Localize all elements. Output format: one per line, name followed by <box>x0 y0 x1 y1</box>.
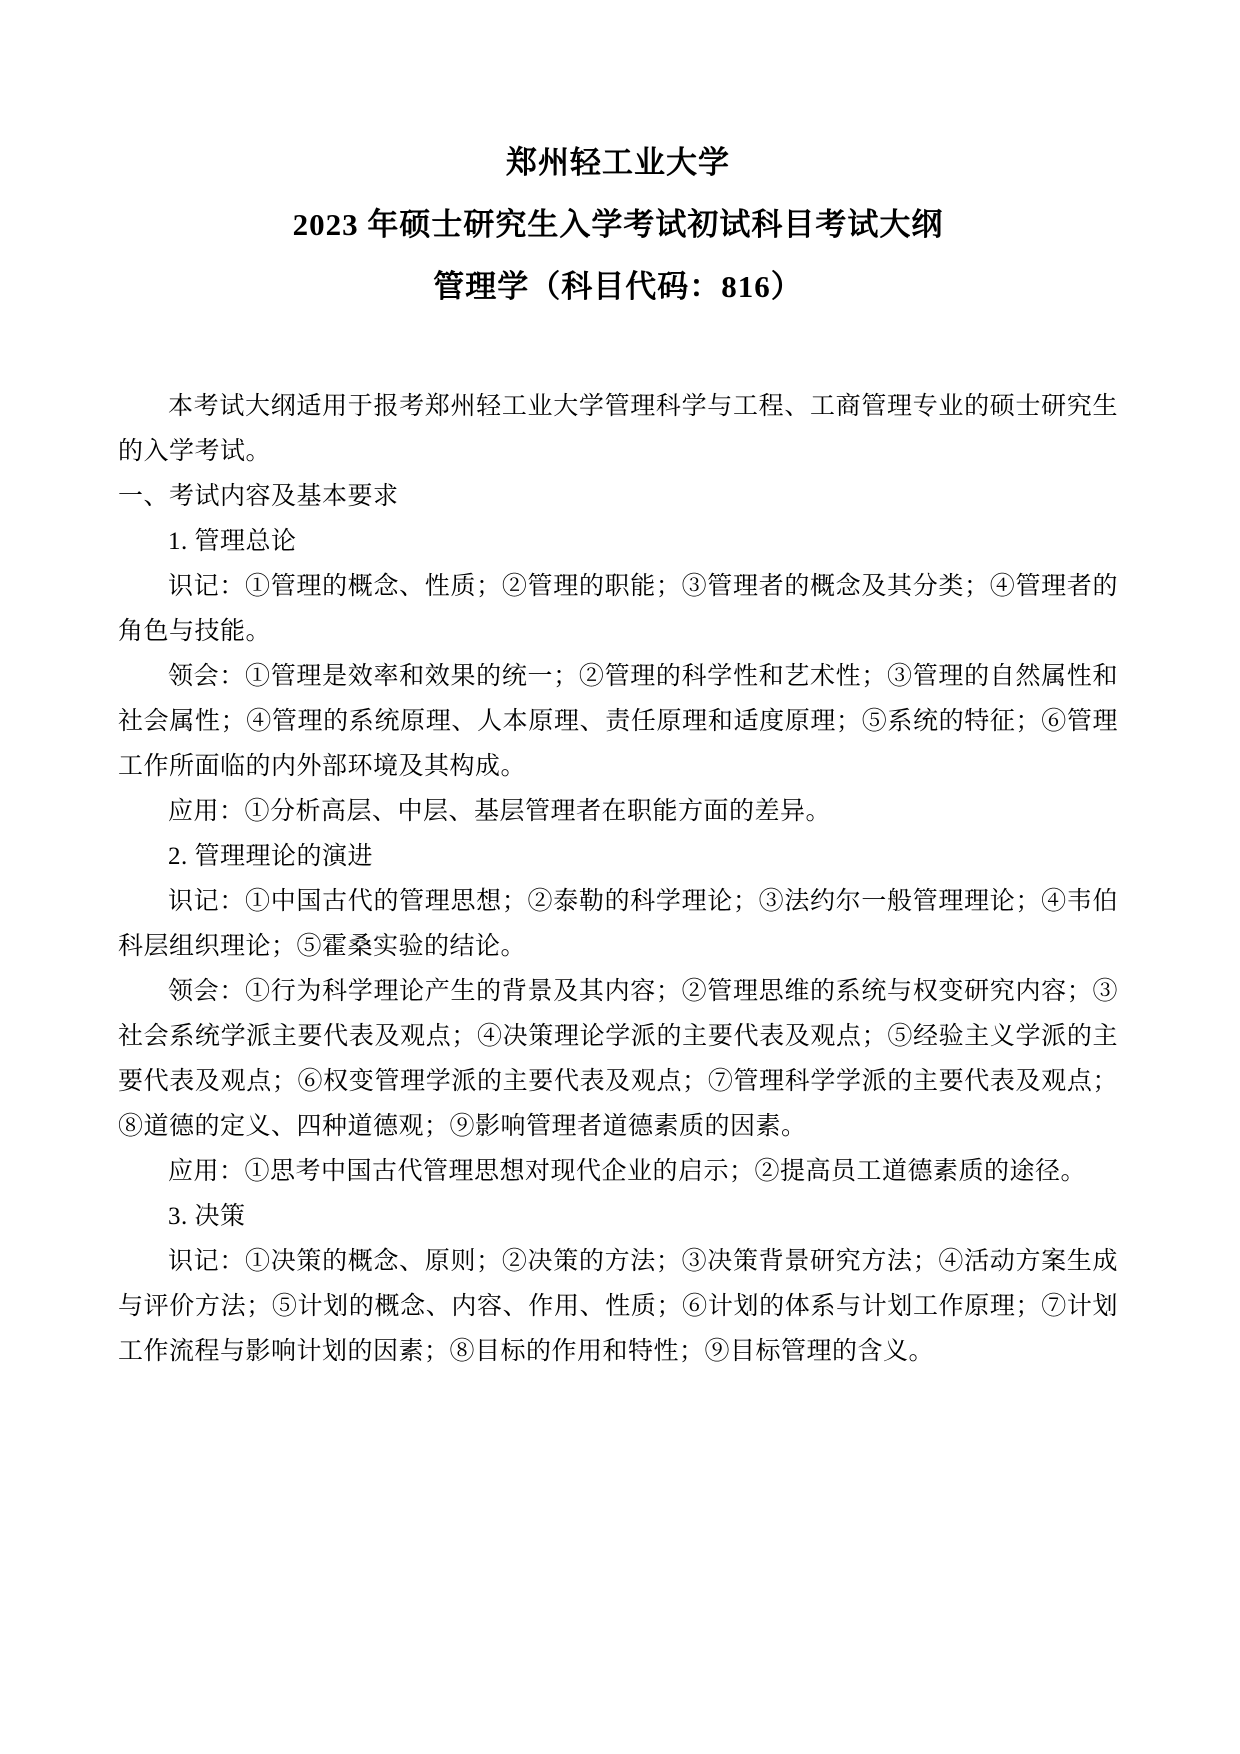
title-subject-code: 管理学（科目代码：816） <box>433 269 803 304</box>
body-paragraph: 识记：①管理的概念、性质；②管理的职能；③管理者的概念及其分类；④管理者的角色与技能。 <box>118 573 1118 645</box>
subsection-heading-2: 2. 管理理论的演进 <box>168 843 374 870</box>
document-content <box>118 384 1118 1374</box>
body-paragraph: 识记：①决策的概念、原则；②决策的方法；③决策背景研究方法；④活动方案生成与评价方法；⑤计划的概念、内容、作用、性质；⑥计划的体系与计划工作原理；⑦计划工作流程与影响计划的因素；⑧目标的作用和特性；⑨目标管理的含义。 <box>118 1248 1118 1365</box>
title-exam-outline: 2023 年硕士研究生入学考试初试科目考试大纲 <box>292 207 944 242</box>
section-heading-exam-content: 一、考试内容及基本要求 <box>118 483 399 510</box>
document-title-block <box>118 132 1118 318</box>
body-paragraph: 应用：①思考中国古代管理思想对现代企业的启示；②提高员工道德素质的途径。 <box>168 1158 1087 1185</box>
body-paragraph: 应用：①分析高层、中层、基层管理者在职能方面的差异。 <box>168 798 832 825</box>
subsection-heading-3: 3. 决策 <box>168 1203 246 1230</box>
intro-paragraph: 本考试大纲适用于报考郑州轻工业大学管理科学与工程、工商管理专业的硕士研究生的入学考试。 <box>118 393 1118 465</box>
subsection-heading-1: 1. 管理总论 <box>168 528 297 555</box>
title-university: 郑州轻工业大学 <box>506 145 730 180</box>
body-paragraph: 领会：①行为科学理论产生的背景及其内容；②管理思维的系统与权变研究内容；③社会系统学派主要代表及观点；④决策理论学派的主要代表及观点；⑤经验主义学派的主要代表及观点；⑥权变管理学派的主要代表及观点；⑦管理科学学派的主要代表及观点；⑧道德的定义、四种道德观；⑨影响管理者道德素质的因素。 <box>118 978 1118 1140</box>
body-paragraph: 领会：①管理是效率和效果的统一；②管理的科学性和艺术性；③管理的自然属性和社会属性；④管理的系统原理、人本原理、责任原理和适度原理；⑤系统的特征；⑥管理工作所面临的内外部环境及其构成。 <box>118 663 1118 780</box>
body-paragraph: 识记：①中国古代的管理思想；②泰勒的科学理论；③法约尔一般管理理论；④韦伯科层组织理论；⑤霍桑实验的结论。 <box>118 888 1118 960</box>
